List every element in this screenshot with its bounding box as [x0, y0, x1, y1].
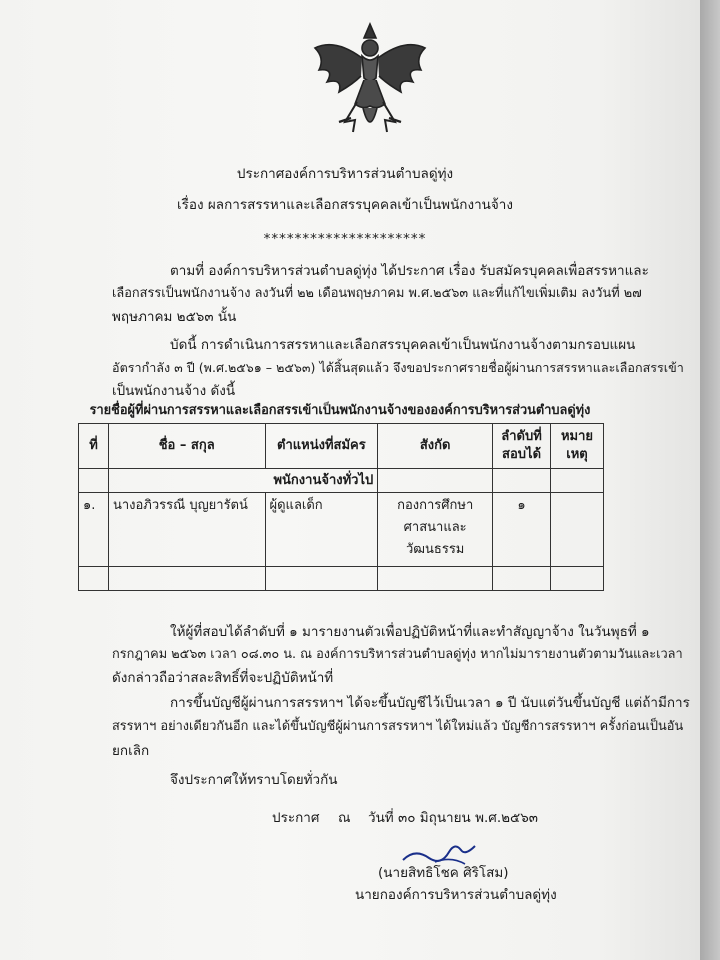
row-rank: ๑ — [493, 493, 551, 567]
row-position: ผู้ดูแลเด็ก — [265, 493, 378, 567]
table-header-row — [79, 424, 604, 469]
para2-line2: อัตรากำลัง ๓ ปี (พ.ศ.๒๕๖๑ – ๒๕๖๓) ได้สิ้นสุดแล้ว จึงขอประกาศรายชื่อผู้ผ่านการสรรหาและเลือกสรรเข้า — [112, 360, 684, 375]
table-row — [79, 493, 604, 567]
dept-line3: วัฒนธรรม — [405, 542, 465, 557]
col-header-rank — [493, 424, 551, 469]
row-no: ๑. — [79, 493, 109, 567]
page-edge-shadow — [700, 0, 720, 960]
dept-line1: กองการศึกษา — [397, 498, 474, 513]
col-header-no: ที่ — [79, 424, 109, 469]
document-subject: เรื่อง ผลการสรรหาและเลือกสรรบุคคลเข้าเป็นพนักงานจ้าง — [177, 197, 513, 213]
closing-line: จึงประกาศให้ทราบโดยทั่วกัน — [170, 772, 338, 788]
row-name: นางอภิวรรณี บุญยารัตน์ — [108, 493, 265, 567]
col-header-position: ตำแหน่งที่สมัคร — [265, 424, 378, 469]
divider: ********************* — [263, 231, 427, 247]
row-dept — [378, 493, 493, 567]
col-header-dept: สังกัด — [378, 424, 493, 469]
results-table — [78, 423, 604, 591]
group-label: พนักงานจ้างทั่วไป — [108, 469, 377, 493]
garuda-emblem-icon — [305, 18, 435, 140]
rank-header-line1: ลำดับที่ — [501, 429, 542, 444]
table-caption: รายชื่อผู้ที่ผ่านการสรรหาและเลือกสรรเข้าเป็นพนักงานจ้างขององค์การบริหารส่วนตำบลดู่ทุ่ง — [89, 403, 591, 418]
note-header-line2: เหตุ — [566, 447, 588, 462]
para1-line1: ตามที่ องค์การบริหารส่วนตำบลดู่ทุ่ง ได้ประกาศ เรื่อง รับสมัครบุคคลเพื่อสรรหาและ — [170, 263, 649, 279]
para2-line1: บัดนี้ การดำเนินการสรรหาและเลือกสรรบุคคลเข้าเป็นพนักงานจ้างตามกรอบแผน — [170, 337, 636, 353]
para2-line3: เป็นพนักงานจ้าง ดังนี้ — [112, 383, 236, 399]
para3-line2: กรกฎาคม ๒๕๖๓ เวลา ๐๘.๓๐ น. ณ องค์การบริหารส่วนตำบลดู่ทุ่ง หากไม่มารายงานตัวตามวันและเวลา — [112, 647, 683, 662]
row-note — [551, 493, 604, 567]
col-header-note — [551, 424, 604, 469]
table-empty-row — [79, 567, 604, 591]
announce-label: ประกาศ — [272, 810, 320, 826]
signer-title: นายกองค์การบริหารส่วนตำบลดู่ทุ่ง — [355, 887, 557, 903]
dept-line2: ศาสนาและ — [403, 520, 467, 535]
rank-header-line2: สอบได้ — [502, 447, 542, 462]
note-header-line1: หมาย — [560, 429, 594, 444]
para4-line1: การขึ้นบัญชีผู้ผ่านการสรรหาฯ ได้จะขึ้นบัญชีไว้เป็นเวลา ๑ ปี นับแต่วันขึ้นบัญชี แต่ถ้ามีการ — [170, 695, 690, 711]
para1-line3: พฤษภาคม ๒๕๖๓ นั้น — [112, 309, 237, 325]
document-title: ประกาศองค์การบริหารส่วนตำบลดู่ทุ่ง — [236, 166, 454, 182]
announce-date: วันที่ ๓๐ มิถุนายน พ.ศ.๒๕๖๓ — [368, 810, 539, 826]
table-group-row — [79, 469, 604, 493]
para3-line1: ให้ผู้ที่สอบได้ลำดับที่ ๑ มารายงานตัวเพื่อปฏิบัติหน้าที่และทำสัญญาจ้าง ในวันพุธที่ ๑ — [170, 624, 650, 640]
col-header-name: ชื่อ – สกุล — [108, 424, 265, 469]
para4-line3: ยกเลิก — [112, 743, 150, 759]
para1-line2: เลือกสรรเป็นพนักงานจ้าง ลงวันที่ ๒๒ เดือนพฤษภาคม พ.ศ.๒๕๖๓ และที่แก้ไขเพิ่มเติม ลงวันที่ ๒๗ — [112, 286, 642, 301]
signer-name: (นายสิทธิโชค ศิริโสม) — [378, 865, 509, 881]
para4-line2: สรรหาฯ อย่างเดียวกันอีก และได้ขึ้นบัญชีผู้ผ่านการสรรหาฯ ได้ใหม่แล้ว บัญชีการสรรหาฯ ครั้งก่อนเป็นอัน — [112, 719, 684, 734]
para3-line3: ดังกล่าวถือว่าสละสิทธิ์ที่จะปฏิบัติหน้าที่ — [112, 670, 334, 686]
announce-at: ณ — [338, 810, 351, 826]
